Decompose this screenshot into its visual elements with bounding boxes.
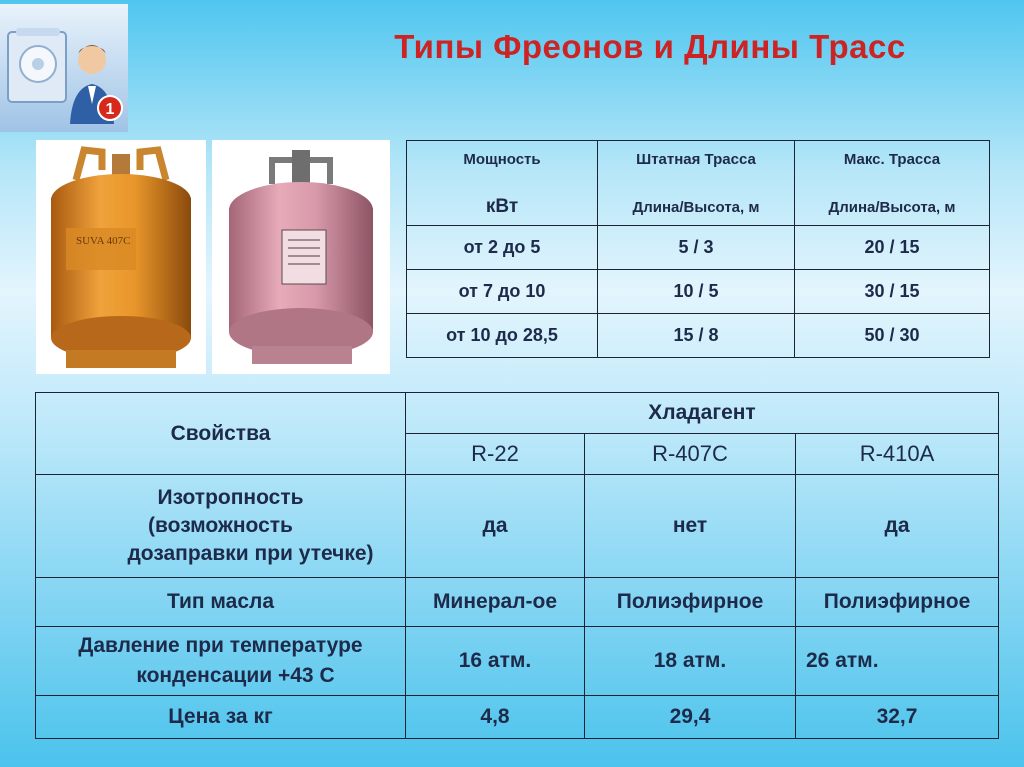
- isotropy-label: Изотропность (возможность дозаправки при утечке): [36, 475, 406, 578]
- table-header-row: [36, 393, 999, 434]
- table-cell: 29,4: [585, 696, 796, 739]
- table-row: [36, 696, 999, 739]
- presentation-logo-icon: [0, 4, 128, 132]
- table-cell: 10 / 5: [598, 270, 795, 314]
- table-cell: 30 / 15: [795, 270, 990, 314]
- header-standard-route: Штатная Трасса Длина/Высота, м: [598, 141, 795, 226]
- route-length-table: [406, 140, 990, 358]
- table-cell: 26 атм.: [796, 627, 999, 696]
- refrigerant-name: R-410A: [796, 434, 999, 475]
- pressure-label: Давление при температуре конденсации +43 С: [36, 627, 406, 696]
- table-cell: 16 атм.: [406, 627, 585, 696]
- oil-label: Тип масла: [36, 578, 406, 627]
- table-cell: Полиэфирное: [796, 578, 999, 627]
- refrigerant-name: R-407C: [585, 434, 796, 475]
- table-header-row: [407, 141, 990, 226]
- table-cell: да: [796, 475, 999, 578]
- table-row: [407, 270, 990, 314]
- table-cell: от 2 до 5: [407, 226, 598, 270]
- refrigerant-name: R-22: [406, 434, 585, 475]
- header-max-route: Макс. Трасса Длина/Высота, м: [795, 141, 990, 226]
- table-cell: от 7 до 10: [407, 270, 598, 314]
- table-cell: нет: [585, 475, 796, 578]
- table-row: [36, 627, 999, 696]
- slide-title: Типы Фреонов и Длины Трасс: [394, 28, 906, 65]
- table-cell: Минерал-ое: [406, 578, 585, 627]
- table-row: [407, 314, 990, 358]
- table-cell: 32,7: [796, 696, 999, 739]
- refrigerant-header: Хладагент: [406, 393, 999, 434]
- table-cell: 18 атм.: [585, 627, 796, 696]
- table-cell: 4,8: [406, 696, 585, 739]
- table-cell: от 10 до 28,5: [407, 314, 598, 358]
- table-cell: Полиэфирное: [585, 578, 796, 627]
- table-row: [407, 226, 990, 270]
- table-cell: 50 / 30: [795, 314, 990, 358]
- properties-header: Свойства: [36, 393, 406, 475]
- table-row: [36, 578, 999, 627]
- refrigerant-properties-table: [35, 392, 999, 739]
- table-cell: да: [406, 475, 585, 578]
- svg-text:SUVA 407C: SUVA 407C: [76, 235, 131, 247]
- pink-cylinder-image: [212, 140, 390, 374]
- orange-cylinder-image: [36, 140, 206, 374]
- price-label: Цена за кг: [36, 696, 406, 739]
- header-power: Мощность кВт: [407, 141, 598, 226]
- table-cell: 20 / 15: [795, 226, 990, 270]
- table-cell: 15 / 8: [598, 314, 795, 358]
- svg-text:1: 1: [105, 101, 115, 118]
- table-cell: 5 / 3: [598, 226, 795, 270]
- table-row: [36, 475, 999, 578]
